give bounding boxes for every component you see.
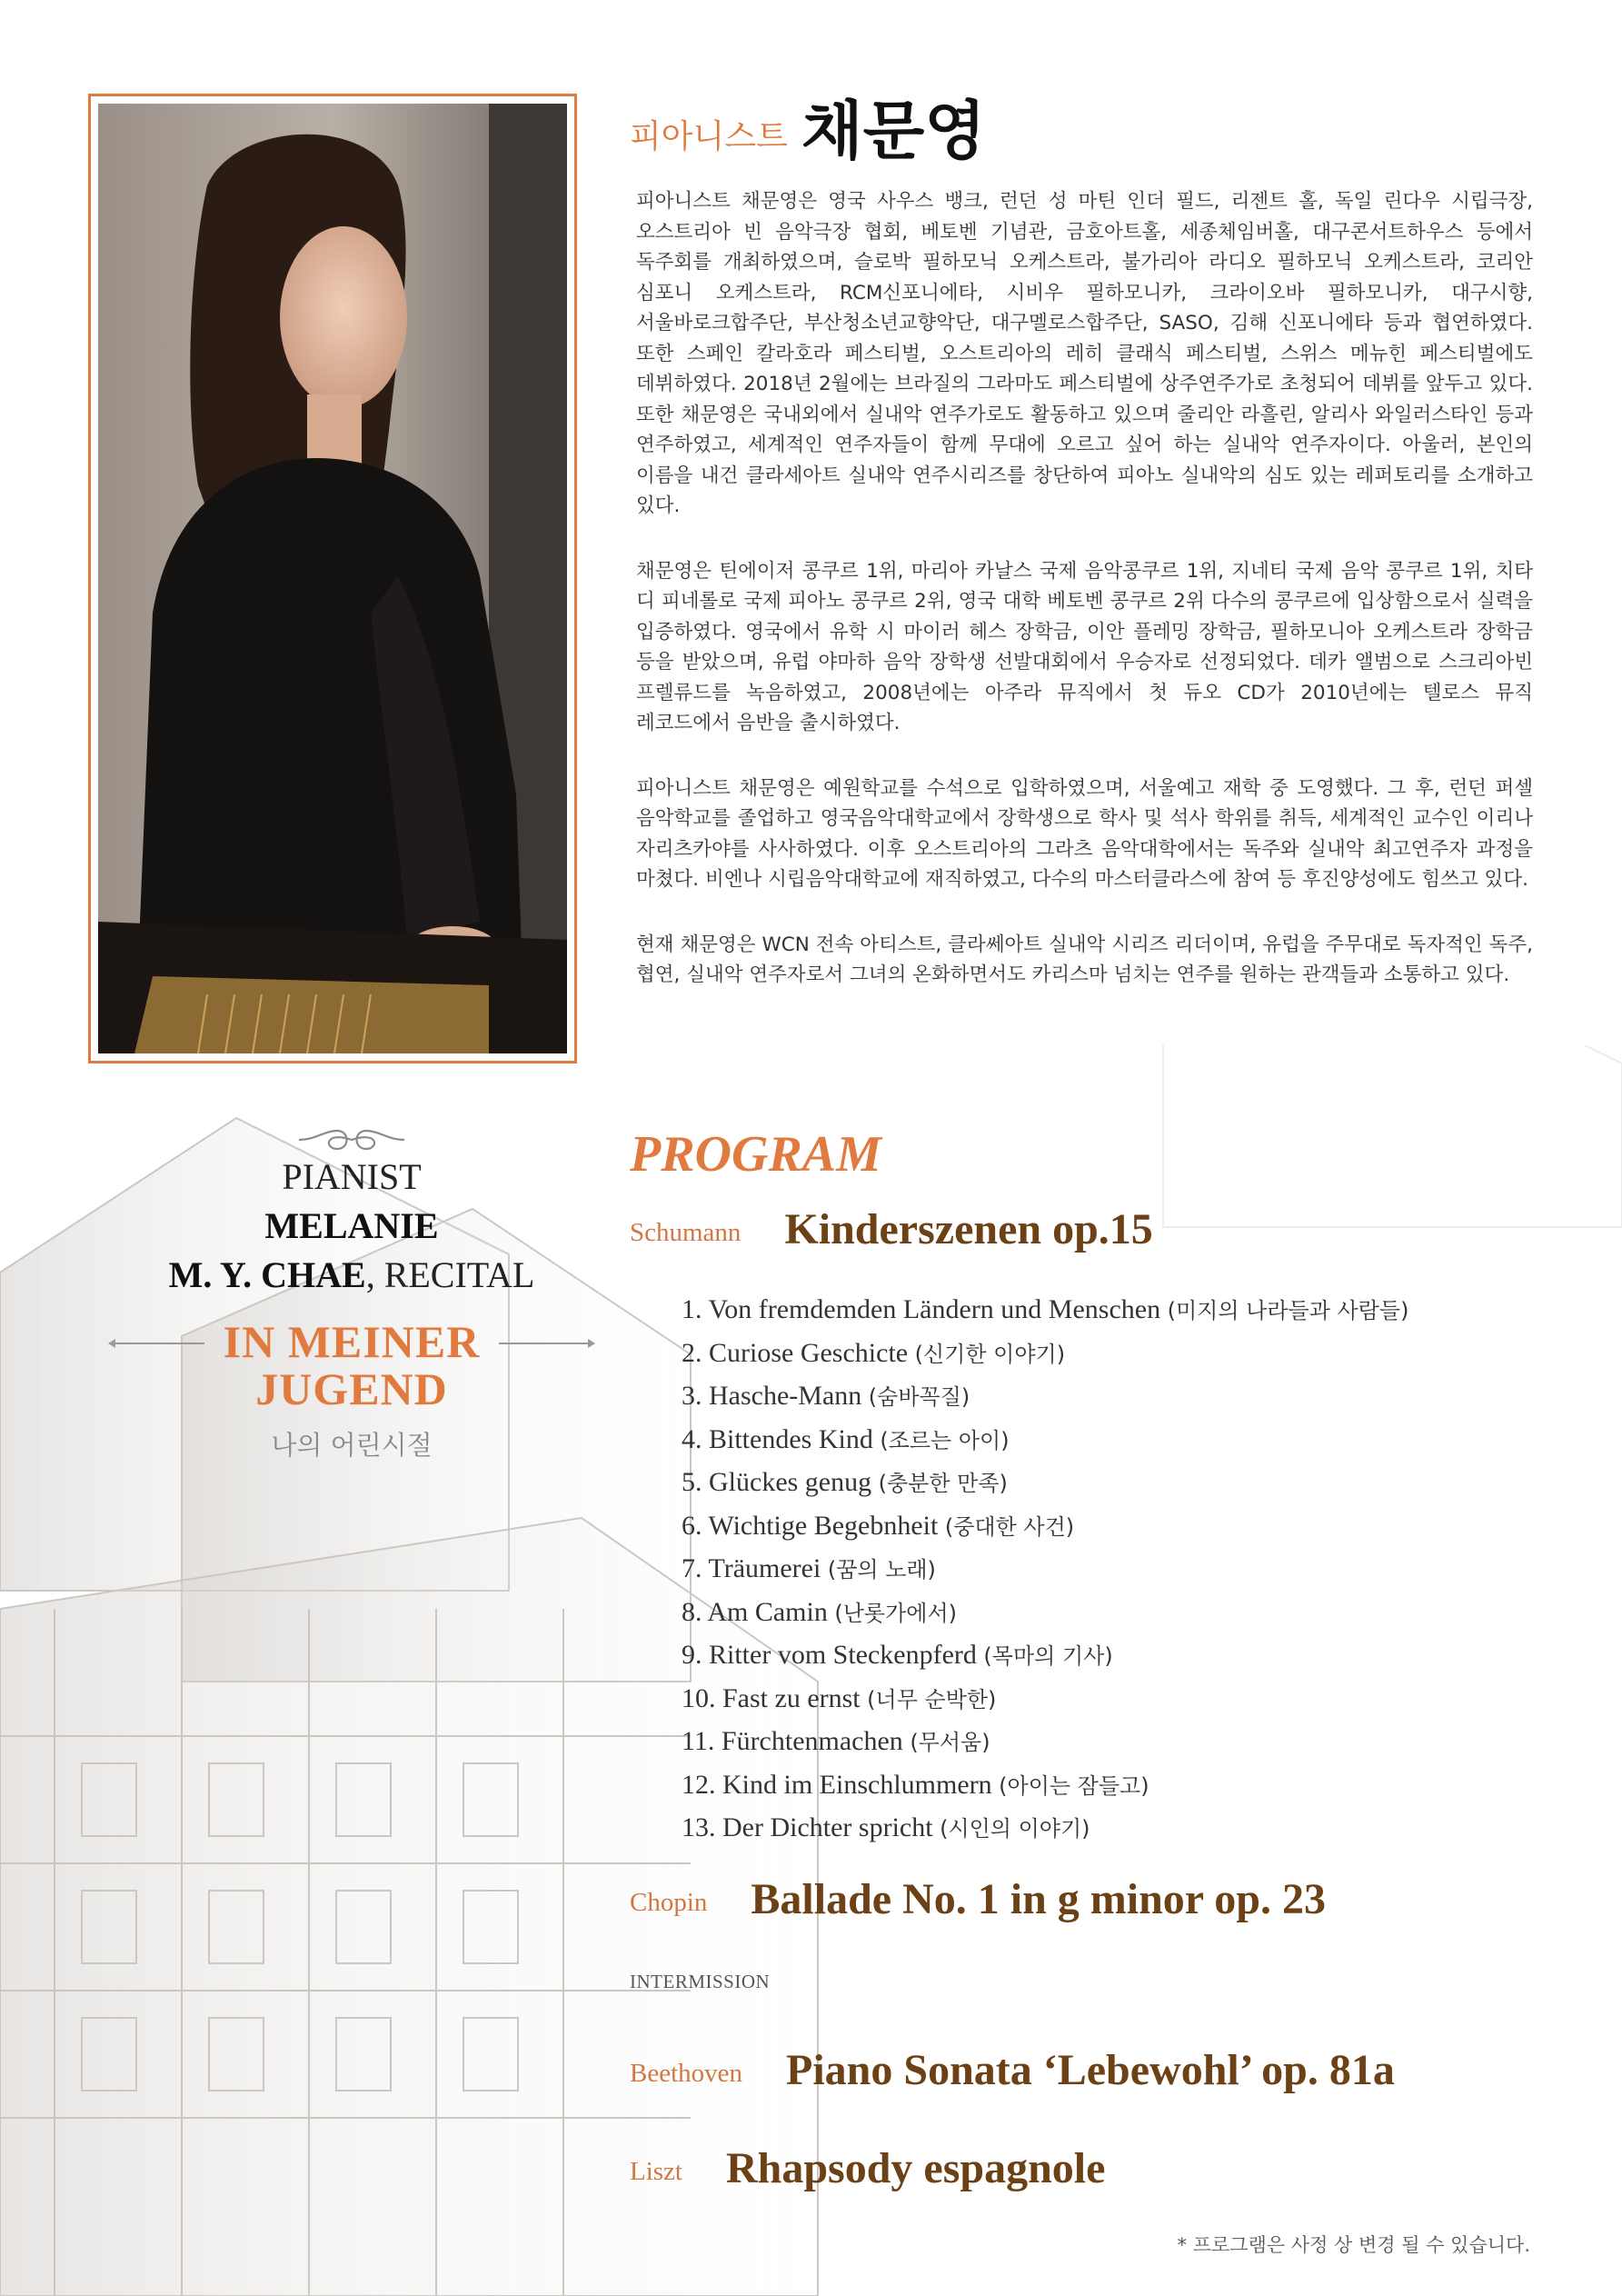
movement-korean: (무서움) bbox=[910, 1730, 990, 1755]
work-title: Kinderszenen op.15 bbox=[784, 1205, 1153, 1253]
list-item bbox=[682, 1289, 1408, 1333]
work-title: Rhapsody espagnole bbox=[726, 2144, 1106, 2192]
program-piece-beethoven bbox=[630, 2045, 1395, 2095]
program-piece-chopin bbox=[630, 1874, 1326, 1924]
movement-korean: (목마의 기사) bbox=[983, 1643, 1113, 1669]
bio-heading bbox=[630, 80, 986, 172]
movement-korean: (중대한 사건) bbox=[944, 1513, 1075, 1540]
bio-pianist-name: 채문영 bbox=[801, 94, 986, 168]
movement-title: 12. Kind im Einschlummern bbox=[682, 1769, 992, 1800]
movement-korean: (조르는 아이) bbox=[880, 1427, 1010, 1453]
list-item bbox=[682, 1505, 1408, 1549]
list-item bbox=[682, 1375, 1408, 1419]
program-piece-liszt bbox=[630, 2143, 1105, 2193]
program-footnote: * 프로그램은 사정 상 변경 될 수 있습니다. bbox=[1177, 2234, 1530, 2256]
theme-korean: 나의 어린시절 bbox=[271, 1430, 433, 1461]
movement-list bbox=[682, 1289, 1408, 1851]
movement-korean: (신기한 이야기) bbox=[914, 1341, 1066, 1367]
theme-line-1: IN MEINER bbox=[223, 1316, 481, 1367]
bio-paragraph: 피아니스트 채문영은 영국 사우스 뱅크, 런던 성 마틴 인더 필드, 리젠트 홀, 독일 린다우 시립극장, 오스트리아 빈 음악극장 협회, 베토벤 기념관, 금호아트홀, 세종체임버홀, 대구콘서트하우스 등에서 독주회를 개최하였으며, 슬로박 필하모닉 오케스트라, 불가리아 라디오 필하모닉 오케스트라, 코리안 심포니 오케스트라, RCM신포니에타, 시비우 필하모니카, 크라이오바 필하모니카, 대구시향, 서울바로크합주단, 부산청소년교향악단, 대구멜로스합주단, SASO, 김해 신포니에타 등과 협연하였다. 또한 스페인 칼라호라 페스티벌, 오스트리아의 레히 클래식 페스티벌, 스위스 메뉴힌 페스티벌에도 데뷔하였다. 2018년 2월에는 브라질의 그라마도 페스티벌에 상주연주가로 초청되어 데뷔를 앞두고 있다. 또한 채문영은 국내외에서 실내악 연주가로도 활동하고 있으며 줄리안 라흘린, 알리사 와일러스타인 등과 연주하였고, 세계적인 연주자들이 함께 무대에 오르고 싶어 하는 실내악 연주자이다. 아울러, 본인의 이름을 내건 클라세아트 실내악 연주시리즈를 창단하여 피아노 실내악의 심도 있는 레퍼토리를 소개하고 있다. bbox=[636, 190, 1533, 517]
program-piece-schumann bbox=[630, 1204, 1153, 1254]
list-item bbox=[682, 1419, 1408, 1462]
movement-title: 9. Ritter vom Steckenpferd bbox=[682, 1640, 977, 1670]
movement-title: 11. Fürchtenmachen bbox=[682, 1726, 903, 1756]
movement-korean: (미지의 나라들과 사람들) bbox=[1167, 1298, 1409, 1323]
work-title: Ballade No. 1 in g minor op. 23 bbox=[751, 1875, 1326, 1923]
movement-title: 5. Glückes genug bbox=[682, 1467, 872, 1497]
movement-korean: (숨바꼭질) bbox=[868, 1384, 970, 1410]
recital-line-first-name: MELANIE bbox=[264, 1205, 439, 1246]
movement-title: 6. Wichtige Begebnheit bbox=[682, 1510, 939, 1541]
bio-role-label: 피아니스트 bbox=[630, 118, 788, 155]
movement-title: 7. Träumerei bbox=[682, 1553, 821, 1583]
ornament-flourish-icon bbox=[297, 1127, 406, 1153]
list-item bbox=[682, 1592, 1408, 1635]
movement-title: 10. Fast zu ernst bbox=[682, 1682, 861, 1713]
work-title: Piano Sonata ‘Lebewohl’ op. 81a bbox=[786, 2046, 1395, 2094]
bio-paragraph: 피아니스트 채문영은 예원학교를 수석으로 입학하였으며, 서울예고 재학 중 도영했다. 그 후, 런던 퍼셀 음악학교를 졸업하고 영국음악대학교에서 장학생으로 학사 및 석사 학위를 취득, 세계적인 교수인 이리나 자리츠카야를 사사하였다. 이후 오스트리아의 그라츠 음악대학에서는 독주와 실내악 최고연주자 과정을 마쳤다. 비엔나 시립음악대학교에 재직하였고, 다수의 마스터클라스에 참여 등 후진양성에도 힘쓰고 있다. bbox=[636, 776, 1533, 891]
list-item bbox=[682, 1333, 1408, 1376]
composer-name: Liszt bbox=[630, 2157, 682, 2186]
movement-korean: (난롯가에서) bbox=[834, 1600, 957, 1626]
movement-title: 8. Am Camin bbox=[682, 1596, 828, 1627]
movement-title: 3. Hasche-Mann bbox=[682, 1381, 862, 1411]
bio-text bbox=[636, 186, 1533, 1025]
list-item bbox=[682, 1764, 1408, 1808]
theme-line-2: JUGEND bbox=[255, 1363, 448, 1414]
composer-name: Schumann bbox=[630, 1218, 741, 1247]
program-title: PROGRAM bbox=[630, 1126, 881, 1183]
list-item bbox=[682, 1634, 1408, 1678]
movement-korean: (꿈의 노래) bbox=[827, 1557, 936, 1582]
recital-name-bold: M. Y. CHAE bbox=[168, 1254, 366, 1295]
movement-korean: (시인의 이야기) bbox=[940, 1816, 1090, 1842]
recital-line-full-name bbox=[88, 1251, 615, 1300]
portrait-frame bbox=[88, 94, 577, 1063]
recital-suffix: , RECITAL bbox=[365, 1254, 535, 1295]
arrow-left-icon bbox=[114, 1343, 204, 1344]
composer-name: Beethoven bbox=[630, 2059, 743, 2088]
recital-line-pianist: PIANIST bbox=[282, 1156, 422, 1197]
recital-theme bbox=[88, 1318, 615, 1413]
arrow-right-icon bbox=[499, 1343, 590, 1344]
movement-title: 2. Curiose Geschicte bbox=[682, 1337, 909, 1368]
list-item bbox=[682, 1462, 1408, 1505]
list-item bbox=[682, 1678, 1408, 1722]
movement-title: 4. Bittendes Kind bbox=[682, 1423, 873, 1454]
intermission-label: INTERMISSION bbox=[630, 1971, 771, 1992]
list-item bbox=[682, 1548, 1408, 1592]
pianist-portrait-photo bbox=[98, 104, 567, 1053]
bio-paragraph: 채문영은 틴에이저 콩쿠르 1위, 마리아 카날스 국제 음악콩쿠르 1위, 지네티 국제 음악 콩쿠르 1위, 치타 디 피네롤로 국제 피아노 콩쿠르 2위, 영국 대학 베토벤 콩쿠르 2위 다수의 콩쿠르에 입상함으로서 실력을 입증하였다. 영국에서 유학 시 마이러 헤스 장학금, 이안 플레밍 장학금, 필하모니아 오케스트라 장학금 등을 받았으며, 유럽 야마하 음악 장학생 선발대회에서 우승자로 선정되었다. 데카 앨범으로 스크리아빈 프렐류드를 녹음하였고, 2008년에는 아주라 뮤직에서 첫 듀오 CD가 2010년에는 텔로스 뮤직 레코드에서 음반을 출시하였다. bbox=[636, 559, 1533, 734]
recital-title-block bbox=[88, 1127, 615, 1462]
bio-paragraph: 현재 채문영은 WCN 전속 아티스트, 클라쎄아트 실내악 시리즈 리더이며, 유럽을 주무대로 독자적인 독주, 협연, 실내악 연주자로서 그녀의 온화하면서도 카리스마 넘치는 연주를 원하는 관객들과 소통하고 있다. bbox=[636, 933, 1533, 986]
movement-title: 1. Von fremdemden Ländern und Menschen bbox=[682, 1294, 1161, 1324]
list-item bbox=[682, 1807, 1408, 1851]
composer-name: Chopin bbox=[630, 1888, 708, 1917]
movement-korean: (충분한 만족) bbox=[878, 1471, 1008, 1496]
movement-title: 13. Der Dichter spricht bbox=[682, 1812, 933, 1842]
movement-korean: (아이는 잠들고) bbox=[999, 1772, 1149, 1799]
movement-korean: (너무 순박한) bbox=[867, 1686, 997, 1712]
list-item bbox=[682, 1721, 1408, 1764]
